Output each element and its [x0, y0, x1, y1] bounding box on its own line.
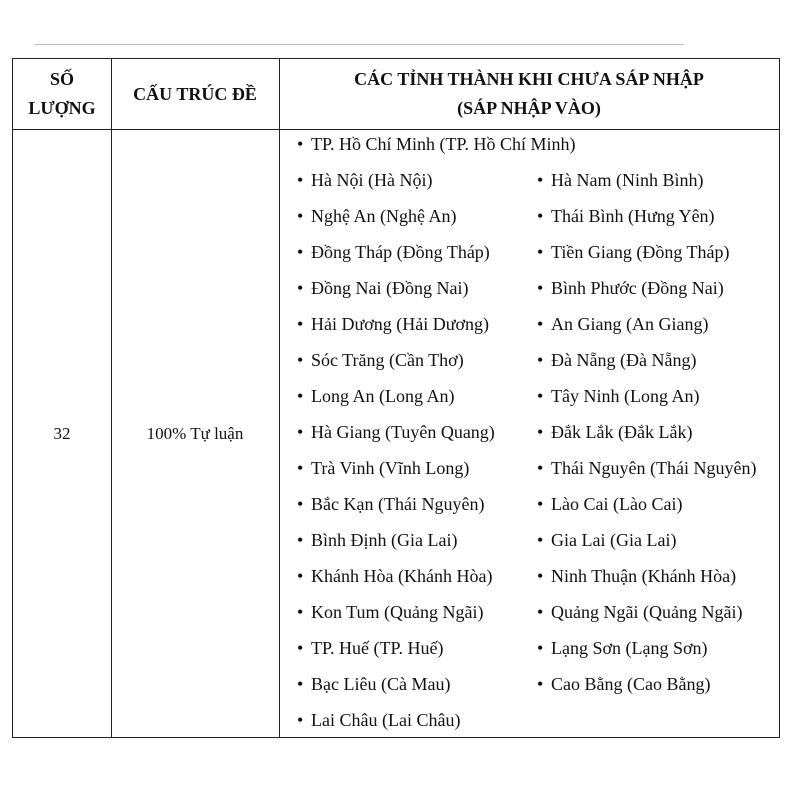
bullet-icon: •: [297, 530, 304, 550]
province-label: Tây Ninh (Long An): [551, 386, 700, 406]
bullet-icon: •: [297, 458, 304, 478]
bullet-icon: •: [297, 314, 304, 334]
province-label: TP. Hồ Chí Minh (TP. Hồ Chí Minh): [311, 134, 576, 154]
province-item-right-9: [537, 458, 756, 478]
province-label: Tiền Giang (Đồng Tháp): [551, 242, 730, 262]
province-label: Hà Nam (Ninh Bình): [551, 170, 704, 190]
province-item-left-13: [297, 566, 492, 586]
province-item-left-7: [297, 350, 464, 370]
bullet-icon: •: [537, 494, 544, 514]
province-item-left-9: [297, 422, 495, 442]
province-item-left-3: [297, 206, 456, 226]
province-label: Cao Bằng (Cao Bằng): [551, 674, 711, 694]
province-label: Đồng Nai (Đồng Nai): [311, 278, 469, 298]
province-item-left-6: [297, 314, 489, 334]
province-label: Lạng Sơn (Lạng Sơn): [551, 638, 708, 658]
province-label: Khánh Hòa (Khánh Hòa): [311, 566, 493, 586]
bullet-icon: •: [537, 386, 544, 406]
province-item-right-11: [537, 530, 676, 550]
province-item-left-14: [297, 602, 484, 622]
province-label: Bình Định (Gia Lai): [311, 530, 458, 550]
province-item-left-11: [297, 494, 484, 514]
bullet-icon: •: [297, 134, 304, 154]
structure-value: 100% Tự luận: [146, 424, 244, 443]
bullet-icon: •: [297, 710, 304, 730]
province-item-right-2: [537, 206, 715, 226]
top-divider: [34, 44, 684, 45]
bullet-icon: •: [297, 386, 304, 406]
header-provinces-line2: (SÁP NHẬP VÀO): [457, 98, 601, 118]
province-label: Hải Dương (Hải Dương): [311, 314, 490, 334]
province-item-left-4: [297, 242, 490, 262]
province-label: Gia Lai (Gia Lai): [551, 530, 677, 550]
quantity-value: 32: [53, 424, 71, 443]
bullet-icon: •: [297, 278, 304, 298]
bullet-icon: •: [537, 350, 544, 370]
province-label: Bắc Kạn (Thái Nguyên): [311, 494, 485, 514]
header-quantity-line2: LƯỢNG: [28, 98, 96, 118]
bullet-icon: •: [297, 602, 304, 622]
bullet-icon: •: [297, 638, 304, 658]
bullet-icon: •: [537, 566, 544, 586]
province-list: [13, 59, 779, 737]
province-label: Trà Vinh (Vĩnh Long): [311, 458, 470, 478]
province-label: Bình Phước (Đồng Nai): [551, 278, 724, 298]
bullet-icon: •: [297, 170, 304, 190]
province-label: Đà Nẵng (Đà Nẵng): [551, 350, 697, 370]
province-item-right-4: [537, 278, 724, 298]
province-item-right-1: [537, 170, 703, 190]
province-item-left-15: [297, 638, 444, 658]
header-provinces-line1: CÁC TỈNH THÀNH KHI CHƯA SÁP NHẬP: [354, 69, 704, 89]
province-item-left-17: [297, 710, 460, 730]
province-label: Kon Tum (Quảng Ngãi): [311, 602, 484, 622]
province-label: Đồng Tháp (Đồng Tháp): [311, 242, 490, 262]
province-item-right-13: [537, 602, 742, 622]
header-structure-label: CẤU TRÚC ĐỀ: [133, 83, 257, 104]
province-item-right-15: [537, 674, 710, 694]
bullet-icon: •: [297, 494, 304, 514]
province-label: Hà Giang (Tuyên Quang): [311, 422, 495, 442]
bullet-icon: •: [297, 566, 304, 586]
bullet-icon: •: [537, 242, 544, 262]
province-label: Quảng Ngãi (Quảng Ngãi): [551, 602, 743, 622]
bullet-icon: •: [537, 602, 544, 622]
bullet-icon: •: [537, 206, 544, 226]
bullet-icon: •: [297, 350, 304, 370]
province-item-left-2: [297, 170, 432, 190]
bullet-icon: •: [297, 206, 304, 226]
province-label: Thái Bình (Hưng Yên): [551, 206, 715, 226]
province-item-right-3: [537, 242, 730, 262]
province-item-right-8: [537, 422, 692, 442]
province-label: Bạc Liêu (Cà Mau): [311, 674, 451, 694]
province-item-left-12: [297, 530, 457, 550]
province-item-left-1: [297, 134, 576, 154]
bullet-icon: •: [537, 674, 544, 694]
province-label: An Giang (An Giang): [551, 314, 709, 334]
province-label: TP. Huế (TP. Huế): [311, 638, 444, 658]
bullet-icon: •: [297, 242, 304, 262]
province-item-left-16: [297, 674, 450, 694]
province-label: Nghệ An (Nghệ An): [311, 206, 457, 226]
province-item-left-10: [297, 458, 469, 478]
province-label: Lai Châu (Lai Châu): [311, 710, 461, 730]
bullet-icon: •: [537, 638, 544, 658]
bullet-icon: •: [537, 170, 544, 190]
province-item-right-12: [537, 566, 736, 586]
province-label: Sóc Trăng (Cần Thơ): [311, 350, 464, 370]
province-item-left-8: [297, 386, 455, 406]
provinces-table: [12, 58, 780, 738]
province-label: Thái Nguyên (Thái Nguyên): [551, 458, 757, 478]
bullet-icon: •: [537, 422, 544, 442]
bullet-icon: •: [297, 422, 304, 442]
province-label: Long An (Long An): [311, 386, 455, 406]
bullet-icon: •: [297, 674, 304, 694]
province-label: Lào Cai (Lào Cai): [551, 494, 683, 514]
province-label: Hà Nội (Hà Nội): [311, 170, 433, 190]
bullet-icon: •: [537, 314, 544, 334]
bullet-icon: •: [537, 458, 544, 478]
province-item-right-5: [537, 314, 708, 334]
province-label: Ninh Thuận (Khánh Hòa): [551, 566, 737, 586]
province-label: Đắk Lắk (Đắk Lắk): [551, 422, 693, 442]
bullet-icon: •: [537, 278, 544, 298]
header-quantity-line1: SỐ: [49, 69, 74, 89]
province-item-right-7: [537, 386, 699, 406]
bullet-icon: •: [537, 530, 544, 550]
province-item-right-14: [537, 638, 708, 658]
province-item-right-10: [537, 494, 682, 514]
province-item-left-5: [297, 278, 468, 298]
province-item-right-6: [537, 350, 696, 370]
